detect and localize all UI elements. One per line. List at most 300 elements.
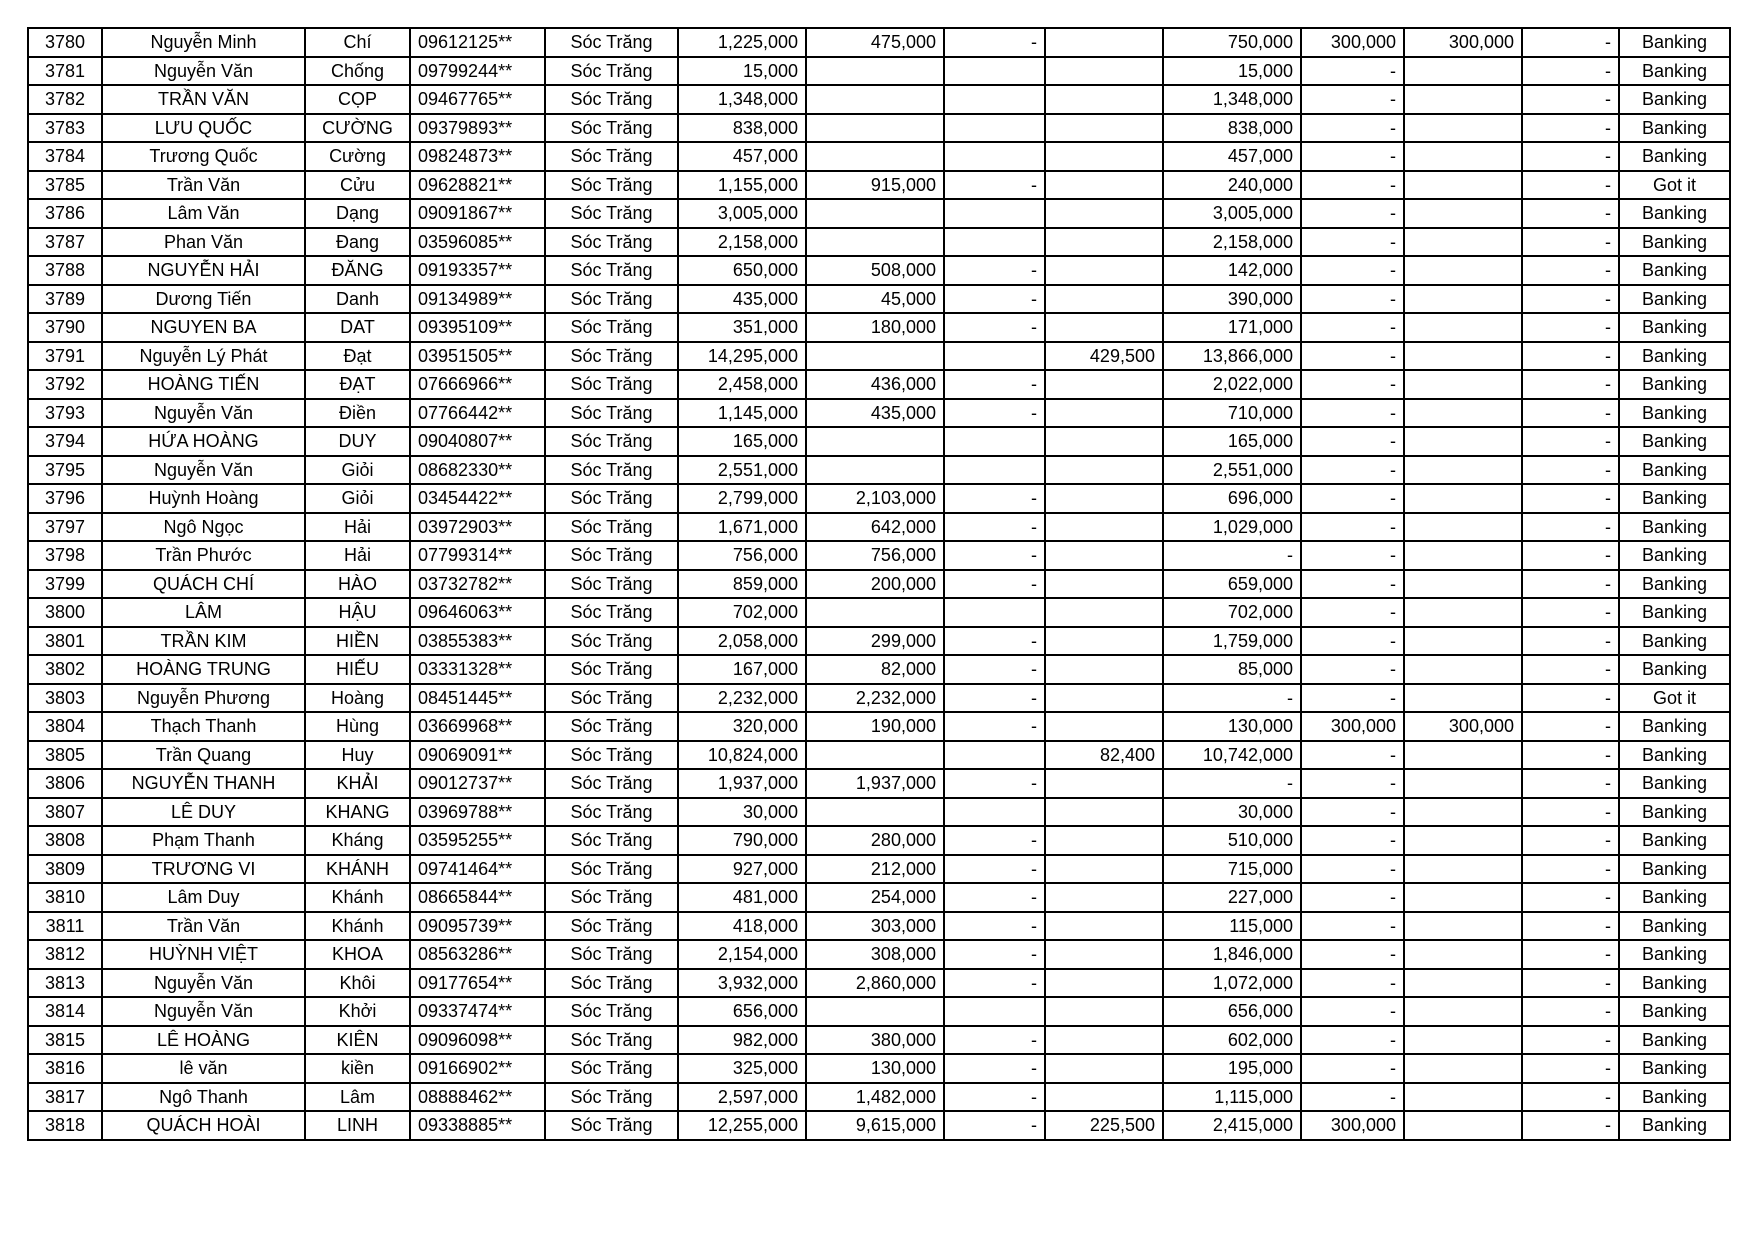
cell-col_c: - (1522, 342, 1619, 371)
cell-total: 2,551,000 (678, 456, 806, 485)
cell-total: 481,000 (678, 883, 806, 912)
cell-phone: 03855383** (410, 627, 545, 656)
cell-col_c: - (1522, 655, 1619, 684)
cell-method: Banking (1619, 199, 1730, 228)
cell-last_middle: NGUYỄN THANH (102, 769, 305, 798)
cell-province: Sóc Trăng (545, 1111, 678, 1140)
cell-last_middle: NGUYEN BA (102, 313, 305, 342)
cell-first: Khôi (305, 969, 410, 998)
cell-phone: 09040807** (410, 427, 545, 456)
cell-remaining: 715,000 (1163, 855, 1301, 884)
cell-fee (1045, 427, 1163, 456)
cell-dash (944, 142, 1045, 171)
cell-total: 435,000 (678, 285, 806, 314)
cell-method: Banking (1619, 769, 1730, 798)
table-row (28, 912, 1730, 941)
cell-first: Khánh (305, 883, 410, 912)
cell-col_b (1404, 427, 1522, 456)
cell-dash: - (944, 513, 1045, 542)
cell-remaining: 195,000 (1163, 1054, 1301, 1083)
cell-phone: 09069091** (410, 741, 545, 770)
cell-fee (1045, 969, 1163, 998)
cell-method: Banking (1619, 57, 1730, 86)
table-row (28, 655, 1730, 684)
cell-dash: - (944, 883, 1045, 912)
cell-paid: 303,000 (806, 912, 944, 941)
cell-last_middle: TRẦN VĂN (102, 85, 305, 114)
cell-phone: 08451445** (410, 684, 545, 713)
table-row (28, 370, 1730, 399)
cell-col_c: - (1522, 313, 1619, 342)
cell-phone: 09741464** (410, 855, 545, 884)
cell-method: Banking (1619, 855, 1730, 884)
cell-phone: 09096098** (410, 1026, 545, 1055)
cell-total: 457,000 (678, 142, 806, 171)
cell-no: 3801 (28, 627, 102, 656)
cell-col_b (1404, 1111, 1522, 1140)
cell-fee (1045, 826, 1163, 855)
cell-fee (1045, 997, 1163, 1026)
cell-col_a: - (1301, 427, 1404, 456)
cell-phone: 08888462** (410, 1083, 545, 1112)
cell-col_b (1404, 912, 1522, 941)
cell-paid: 436,000 (806, 370, 944, 399)
cell-province: Sóc Trăng (545, 570, 678, 599)
cell-paid (806, 741, 944, 770)
cell-no: 3797 (28, 513, 102, 542)
cell-paid: 475,000 (806, 28, 944, 57)
cell-no: 3804 (28, 712, 102, 741)
cell-no: 3812 (28, 940, 102, 969)
cell-first: KHÁNH (305, 855, 410, 884)
cell-fee (1045, 456, 1163, 485)
cell-no: 3795 (28, 456, 102, 485)
cell-remaining: - (1163, 684, 1301, 713)
cell-total: 15,000 (678, 57, 806, 86)
cell-first: CỌP (305, 85, 410, 114)
cell-total: 838,000 (678, 114, 806, 143)
cell-col_b (1404, 826, 1522, 855)
cell-last_middle: TRƯƠNG VI (102, 855, 305, 884)
table-row (28, 627, 1730, 656)
cell-remaining: 1,072,000 (1163, 969, 1301, 998)
cell-no: 3787 (28, 228, 102, 257)
cell-first: kiền (305, 1054, 410, 1083)
cell-col_b (1404, 256, 1522, 285)
cell-last_middle: Nguyễn Văn (102, 997, 305, 1026)
cell-col_a: - (1301, 769, 1404, 798)
cell-phone: 07799314** (410, 541, 545, 570)
cell-remaining: 1,029,000 (1163, 513, 1301, 542)
cell-remaining: 142,000 (1163, 256, 1301, 285)
cell-first: ĐẠT (305, 370, 410, 399)
cell-phone: 03972903** (410, 513, 545, 542)
cell-col_c: - (1522, 85, 1619, 114)
cell-phone: 03951505** (410, 342, 545, 371)
cell-remaining: 750,000 (1163, 28, 1301, 57)
cell-phone: 08682330** (410, 456, 545, 485)
cell-first: LINH (305, 1111, 410, 1140)
cell-province: Sóc Trăng (545, 712, 678, 741)
cell-paid: 642,000 (806, 513, 944, 542)
cell-col_b (1404, 627, 1522, 656)
cell-phone: 09646063** (410, 598, 545, 627)
cell-col_b (1404, 1054, 1522, 1083)
cell-col_b (1404, 370, 1522, 399)
cell-province: Sóc Trăng (545, 627, 678, 656)
cell-paid: 2,103,000 (806, 484, 944, 513)
cell-phone: 07666966** (410, 370, 545, 399)
cell-total: 702,000 (678, 598, 806, 627)
cell-first: Hải (305, 541, 410, 570)
cell-col_a: - (1301, 456, 1404, 485)
cell-col_a: - (1301, 655, 1404, 684)
cell-fee (1045, 912, 1163, 941)
cell-province: Sóc Trăng (545, 684, 678, 713)
cell-method: Banking (1619, 28, 1730, 57)
cell-province: Sóc Trăng (545, 456, 678, 485)
cell-col_a: - (1301, 484, 1404, 513)
cell-last_middle: HOÀNG TIẾN (102, 370, 305, 399)
cell-first: KHOA (305, 940, 410, 969)
cell-col_c: - (1522, 855, 1619, 884)
cell-no: 3782 (28, 85, 102, 114)
cell-paid (806, 114, 944, 143)
cell-last_middle: HOÀNG TRUNG (102, 655, 305, 684)
cell-paid (806, 342, 944, 371)
cell-dash: - (944, 570, 1045, 599)
table-row (28, 171, 1730, 200)
cell-province: Sóc Trăng (545, 969, 678, 998)
table-row (28, 399, 1730, 428)
cell-phone: 08665844** (410, 883, 545, 912)
cell-phone: 09134989** (410, 285, 545, 314)
cell-no: 3817 (28, 1083, 102, 1112)
cell-paid: 2,860,000 (806, 969, 944, 998)
cell-last_middle: Nguyễn Lý Phát (102, 342, 305, 371)
cell-remaining: 510,000 (1163, 826, 1301, 855)
cell-first: Khánh (305, 912, 410, 941)
cell-method: Banking (1619, 342, 1730, 371)
table-row (28, 342, 1730, 371)
cell-col_a: - (1301, 997, 1404, 1026)
cell-remaining: 15,000 (1163, 57, 1301, 86)
cell-last_middle: Thạch Thanh (102, 712, 305, 741)
cell-remaining: 165,000 (1163, 427, 1301, 456)
table-row (28, 256, 1730, 285)
cell-col_b (1404, 114, 1522, 143)
table-row (28, 855, 1730, 884)
cell-province: Sóc Trăng (545, 1083, 678, 1112)
cell-col_b (1404, 228, 1522, 257)
cell-last_middle: QUÁCH CHÍ (102, 570, 305, 599)
cell-province: Sóc Trăng (545, 484, 678, 513)
cell-method: Banking (1619, 1026, 1730, 1055)
cell-col_c: - (1522, 1111, 1619, 1140)
cell-fee (1045, 684, 1163, 713)
cell-method: Banking (1619, 313, 1730, 342)
cell-total: 2,232,000 (678, 684, 806, 713)
cell-total: 30,000 (678, 798, 806, 827)
cell-phone: 09012737** (410, 769, 545, 798)
cell-last_middle: Trương Quốc (102, 142, 305, 171)
cell-no: 3790 (28, 313, 102, 342)
cell-first: Đang (305, 228, 410, 257)
table-row (28, 228, 1730, 257)
cell-method: Banking (1619, 997, 1730, 1026)
cell-last_middle: Lâm Văn (102, 199, 305, 228)
cell-col_c: - (1522, 427, 1619, 456)
cell-last_middle: HỨA HOÀNG (102, 427, 305, 456)
cell-col_c: - (1522, 199, 1619, 228)
cell-last_middle: Dương Tiến (102, 285, 305, 314)
cell-col_c: - (1522, 456, 1619, 485)
cell-method: Banking (1619, 627, 1730, 656)
cell-total: 1,671,000 (678, 513, 806, 542)
cell-paid: 915,000 (806, 171, 944, 200)
table-row (28, 769, 1730, 798)
cell-dash (944, 997, 1045, 1026)
cell-total: 1,155,000 (678, 171, 806, 200)
cell-paid: 1,482,000 (806, 1083, 944, 1112)
cell-paid: 2,232,000 (806, 684, 944, 713)
cell-total: 1,225,000 (678, 28, 806, 57)
cell-no: 3809 (28, 855, 102, 884)
cell-total: 2,799,000 (678, 484, 806, 513)
cell-dash: - (944, 627, 1045, 656)
cell-phone: 09166902** (410, 1054, 545, 1083)
cell-method: Banking (1619, 712, 1730, 741)
cell-province: Sóc Trăng (545, 655, 678, 684)
cell-paid (806, 199, 944, 228)
cell-col_c: - (1522, 883, 1619, 912)
cell-no: 3792 (28, 370, 102, 399)
cell-last_middle: Phạm Thanh (102, 826, 305, 855)
cell-col_a: - (1301, 171, 1404, 200)
cell-dash: - (944, 1111, 1045, 1140)
cell-phone: 09337474** (410, 997, 545, 1026)
cell-no: 3800 (28, 598, 102, 627)
cell-last_middle: Trần Văn (102, 171, 305, 200)
cell-remaining: 1,348,000 (1163, 85, 1301, 114)
cell-method: Banking (1619, 598, 1730, 627)
cell-col_c: - (1522, 741, 1619, 770)
cell-remaining: 130,000 (1163, 712, 1301, 741)
cell-province: Sóc Trăng (545, 399, 678, 428)
cell-first: HIỀN (305, 627, 410, 656)
cell-col_c: - (1522, 1026, 1619, 1055)
cell-last_middle: Trần Quang (102, 741, 305, 770)
cell-total: 418,000 (678, 912, 806, 941)
cell-last_middle: lê văn (102, 1054, 305, 1083)
cell-province: Sóc Trăng (545, 598, 678, 627)
cell-dash: - (944, 28, 1045, 57)
cell-method: Banking (1619, 114, 1730, 143)
cell-total: 12,255,000 (678, 1111, 806, 1140)
cell-paid: 212,000 (806, 855, 944, 884)
cell-no: 3816 (28, 1054, 102, 1083)
cell-fee (1045, 114, 1163, 143)
cell-dash: - (944, 399, 1045, 428)
cell-dash: - (944, 712, 1045, 741)
cell-total: 2,058,000 (678, 627, 806, 656)
cell-col_c: - (1522, 28, 1619, 57)
cell-province: Sóc Trăng (545, 883, 678, 912)
cell-method: Banking (1619, 940, 1730, 969)
cell-remaining: 696,000 (1163, 484, 1301, 513)
cell-first: Cường (305, 142, 410, 171)
cell-dash: - (944, 285, 1045, 314)
cell-no: 3806 (28, 769, 102, 798)
cell-total: 656,000 (678, 997, 806, 1026)
cell-col_c: - (1522, 256, 1619, 285)
cell-first: Giỏi (305, 484, 410, 513)
cell-paid: 45,000 (806, 285, 944, 314)
cell-dash: - (944, 912, 1045, 941)
cell-province: Sóc Trăng (545, 28, 678, 57)
cell-fee (1045, 798, 1163, 827)
cell-total: 790,000 (678, 826, 806, 855)
cell-col_a: - (1301, 883, 1404, 912)
cell-no: 3788 (28, 256, 102, 285)
table-row (28, 826, 1730, 855)
cell-no: 3793 (28, 399, 102, 428)
cell-col_b (1404, 541, 1522, 570)
cell-first: Chí (305, 28, 410, 57)
cell-col_c: - (1522, 997, 1619, 1026)
cell-fee (1045, 171, 1163, 200)
cell-dash: - (944, 1026, 1045, 1055)
cell-method: Banking (1619, 912, 1730, 941)
cell-province: Sóc Trăng (545, 228, 678, 257)
table-row (28, 741, 1730, 770)
cell-last_middle: Ngô Ngọc (102, 513, 305, 542)
cell-fee (1045, 855, 1163, 884)
cell-first: KHANG (305, 798, 410, 827)
cell-fee (1045, 513, 1163, 542)
cell-last_middle: Huỳnh Hoàng (102, 484, 305, 513)
cell-remaining: 702,000 (1163, 598, 1301, 627)
table-row (28, 1111, 1730, 1140)
cell-remaining: - (1163, 769, 1301, 798)
cell-col_c: - (1522, 684, 1619, 713)
cell-last_middle: Nguyễn Phương (102, 684, 305, 713)
cell-province: Sóc Trăng (545, 57, 678, 86)
cell-first: HIẾU (305, 655, 410, 684)
cell-no: 3805 (28, 741, 102, 770)
cell-phone: 03595255** (410, 826, 545, 855)
cell-total: 10,824,000 (678, 741, 806, 770)
cell-col_b (1404, 1026, 1522, 1055)
cell-fee (1045, 1026, 1163, 1055)
cell-phone: 03596085** (410, 228, 545, 257)
cell-col_b (1404, 456, 1522, 485)
cell-dash (944, 741, 1045, 770)
cell-no: 3802 (28, 655, 102, 684)
cell-total: 1,145,000 (678, 399, 806, 428)
cell-method: Banking (1619, 883, 1730, 912)
cell-paid (806, 142, 944, 171)
cell-col_a: - (1301, 228, 1404, 257)
cell-first: ĐĂNG (305, 256, 410, 285)
cell-no: 3803 (28, 684, 102, 713)
cell-col_b (1404, 997, 1522, 1026)
cell-col_c: - (1522, 798, 1619, 827)
cell-col_b (1404, 769, 1522, 798)
cell-method: Banking (1619, 1111, 1730, 1140)
cell-paid (806, 85, 944, 114)
cell-col_a: - (1301, 1026, 1404, 1055)
cell-last_middle: Ngô Thanh (102, 1083, 305, 1112)
cell-total: 650,000 (678, 256, 806, 285)
table-row (28, 541, 1730, 570)
cell-remaining: 2,158,000 (1163, 228, 1301, 257)
cell-remaining: 457,000 (1163, 142, 1301, 171)
cell-phone: 09628821** (410, 171, 545, 200)
cell-remaining: 240,000 (1163, 171, 1301, 200)
cell-dash: - (944, 313, 1045, 342)
cell-paid: 254,000 (806, 883, 944, 912)
cell-province: Sóc Trăng (545, 370, 678, 399)
cell-first: Khởi (305, 997, 410, 1026)
cell-total: 859,000 (678, 570, 806, 599)
cell-first: KIÊN (305, 1026, 410, 1055)
cell-dash (944, 57, 1045, 86)
cell-no: 3815 (28, 1026, 102, 1055)
cell-dash: - (944, 256, 1045, 285)
cell-dash (944, 342, 1045, 371)
cell-remaining: 115,000 (1163, 912, 1301, 941)
cell-col_b (1404, 684, 1522, 713)
cell-phone: 09824873** (410, 142, 545, 171)
cell-last_middle: Trần Văn (102, 912, 305, 941)
cell-method: Banking (1619, 741, 1730, 770)
cell-first: Hải (305, 513, 410, 542)
cell-total: 3,005,000 (678, 199, 806, 228)
cell-col_c: - (1522, 627, 1619, 656)
cell-method: Banking (1619, 256, 1730, 285)
table-row (28, 997, 1730, 1026)
cell-first: DAT (305, 313, 410, 342)
cell-col_a: - (1301, 826, 1404, 855)
cell-first: Chống (305, 57, 410, 86)
cell-phone: 03669968** (410, 712, 545, 741)
cell-no: 3794 (28, 427, 102, 456)
cell-remaining: 227,000 (1163, 883, 1301, 912)
cell-col_a: - (1301, 1054, 1404, 1083)
cell-no: 3785 (28, 171, 102, 200)
cell-col_c: - (1522, 912, 1619, 941)
table-row (28, 598, 1730, 627)
cell-col_a: - (1301, 114, 1404, 143)
cell-col_c: - (1522, 826, 1619, 855)
cell-last_middle: Nguyễn Minh (102, 28, 305, 57)
cell-remaining: 838,000 (1163, 114, 1301, 143)
cell-col_a: - (1301, 513, 1404, 542)
cell-col_c: - (1522, 399, 1619, 428)
cell-last_middle: Lâm Duy (102, 883, 305, 912)
cell-phone: 09177654** (410, 969, 545, 998)
cell-paid: 508,000 (806, 256, 944, 285)
cell-first: Dạng (305, 199, 410, 228)
cell-col_b (1404, 285, 1522, 314)
cell-province: Sóc Trăng (545, 1026, 678, 1055)
cell-col_b (1404, 855, 1522, 884)
cell-no: 3781 (28, 57, 102, 86)
cell-col_c: - (1522, 285, 1619, 314)
cell-col_a: - (1301, 798, 1404, 827)
cell-dash: - (944, 171, 1045, 200)
